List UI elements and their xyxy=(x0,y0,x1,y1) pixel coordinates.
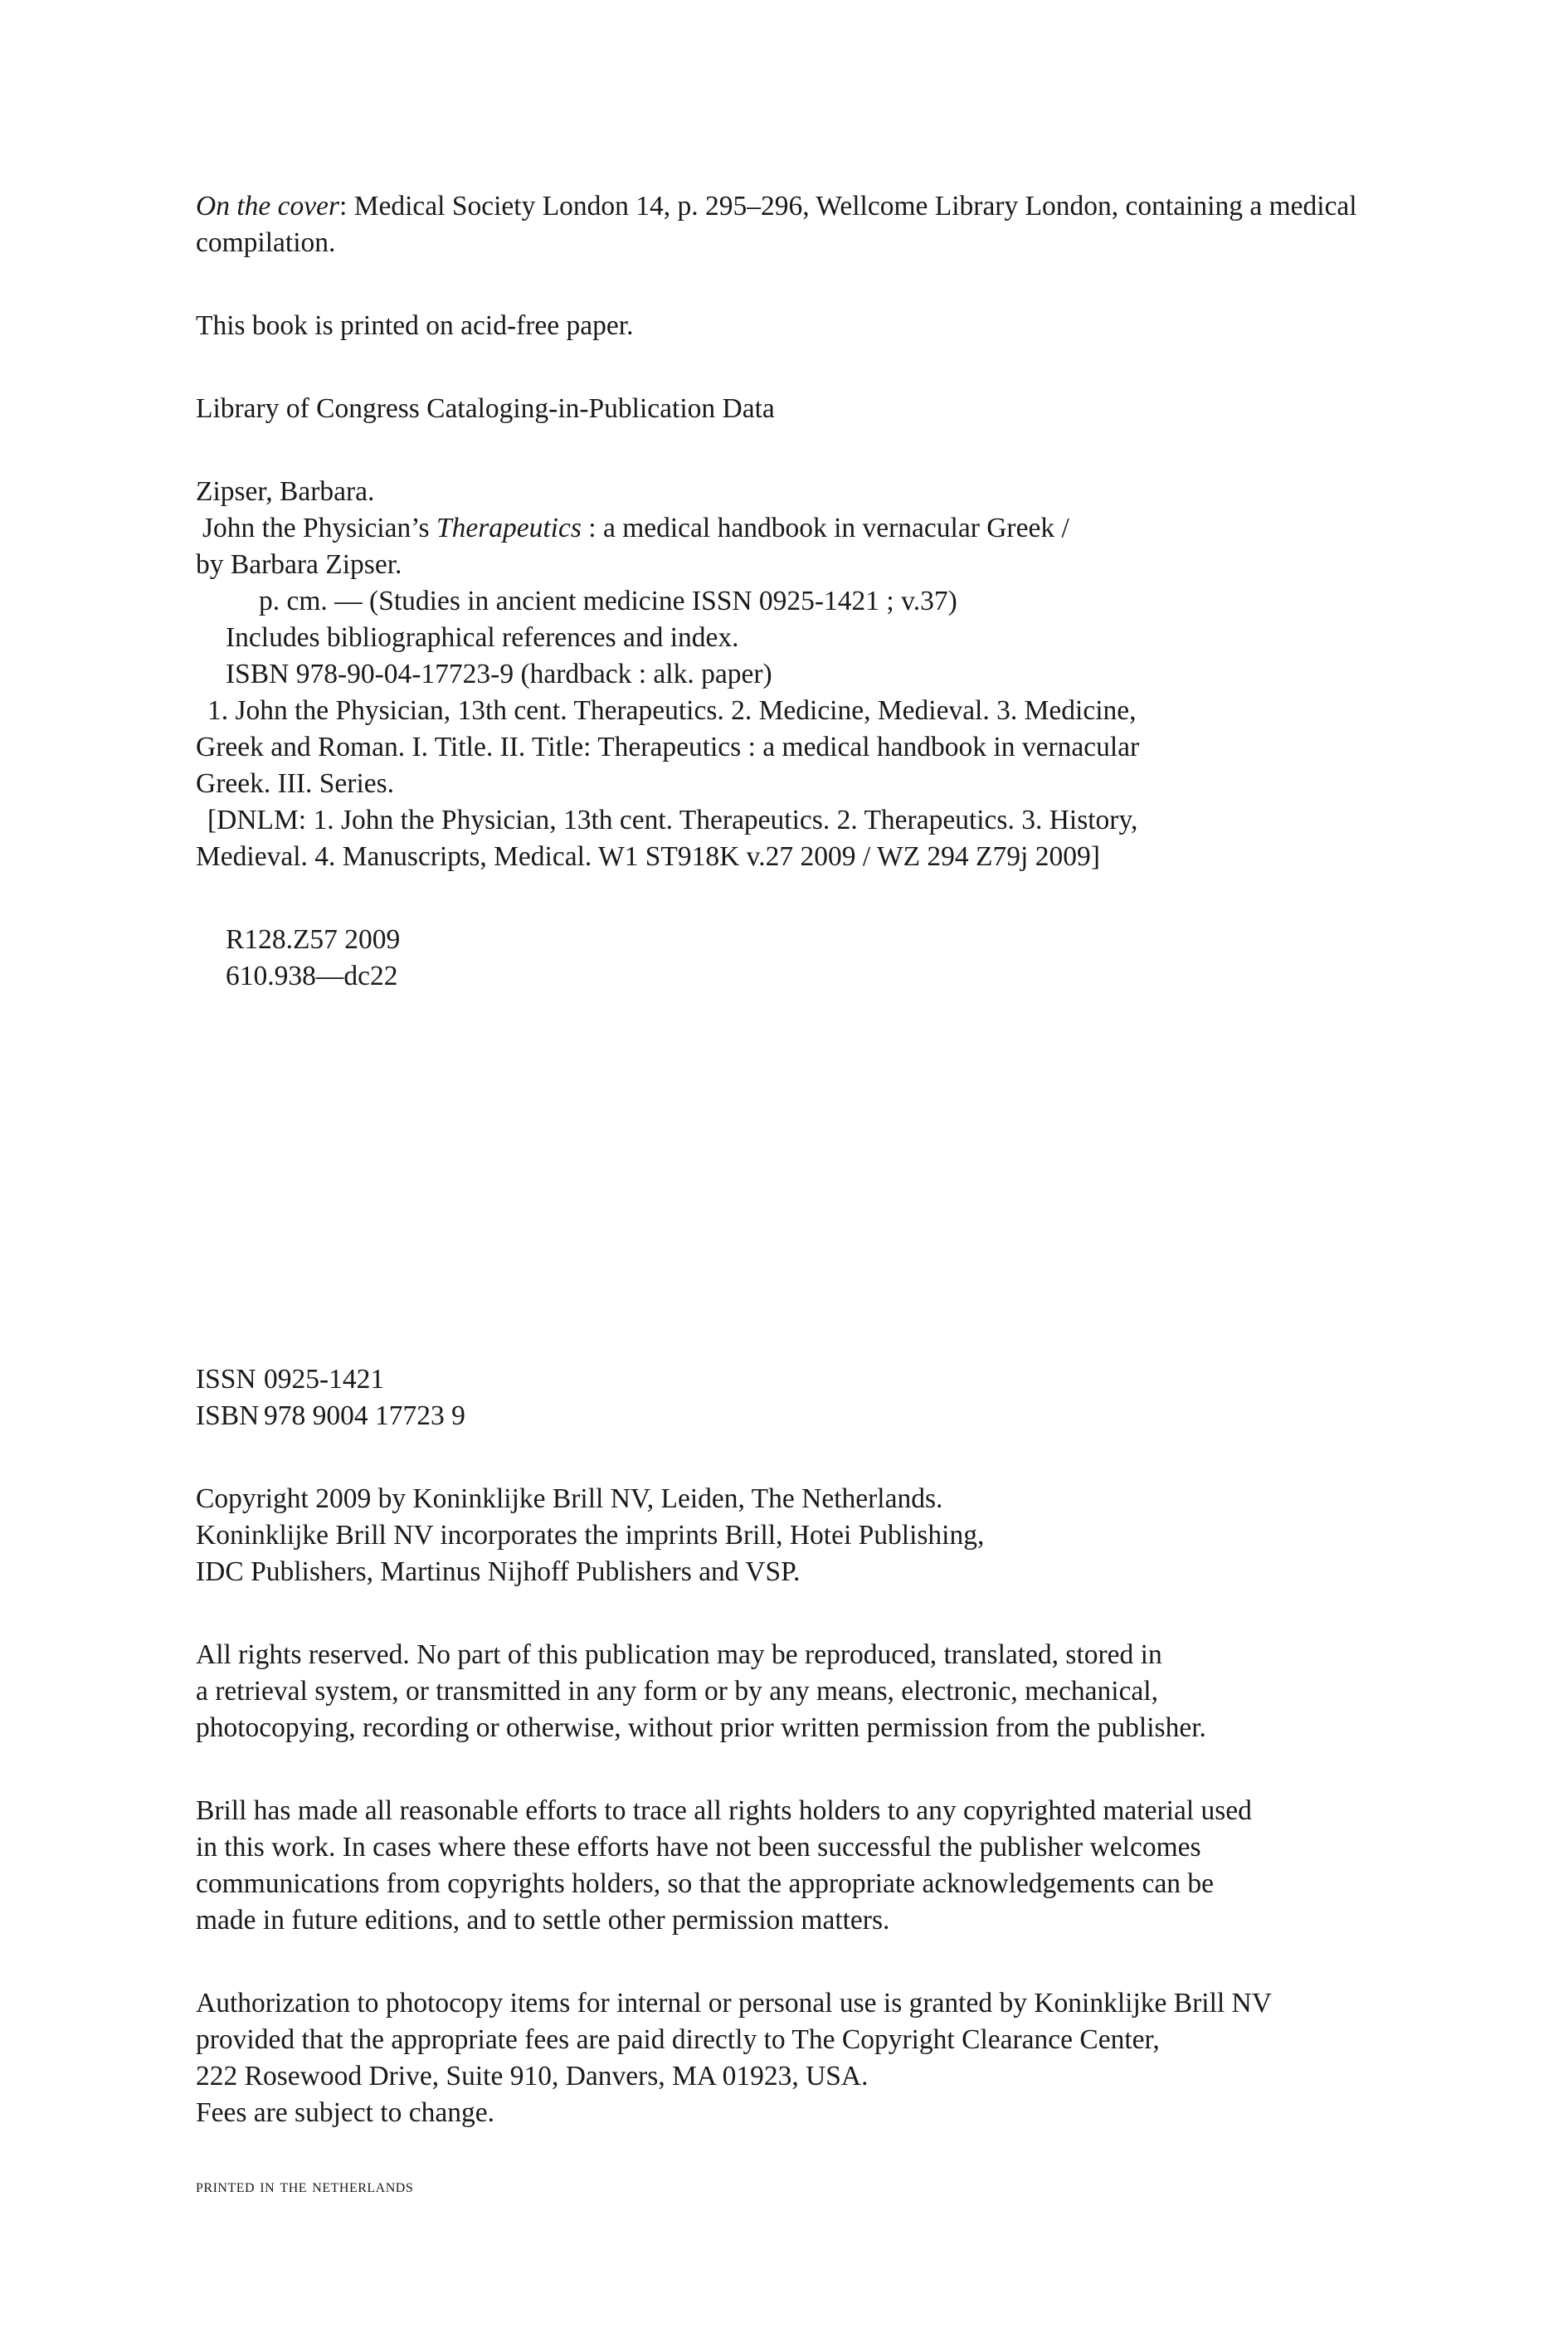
rights-line: photocopying, recording or otherwise, without prior written permission from the publisher. xyxy=(196,1712,1206,1743)
cip-record xyxy=(196,474,1390,875)
authorization-line: Authorization to photocopy items for internal or personal use is granted by Koninklijke Brill NV xyxy=(196,1988,1272,2018)
authorization-line: provided that the appropriate fees are paid directly to The Copyright Clearance Center, xyxy=(196,2024,1160,2055)
efforts-line: communications from copyrights holders, so that the appropriate acknowledgements can be xyxy=(196,1868,1215,1899)
copyright-line: Copyright 2009 by Koninklijke Brill NV, Leiden, The Netherlands. xyxy=(196,1483,943,1514)
rights-reserved-notice xyxy=(196,1637,1390,1746)
copyright-page-top xyxy=(196,188,1390,995)
isbn-label: ISBN xyxy=(196,1400,260,1431)
cip-by-line: by Barbara Zipser. xyxy=(196,549,402,580)
cip-dnlm-line-1: [DNLM: 1. John the Physician, 13th cent. Therapeutics. 2. Therapeutics. 3. History, xyxy=(207,805,1138,835)
cip-title-italic: Therapeutics xyxy=(436,513,582,543)
photocopy-authorization xyxy=(196,1985,1390,2131)
efforts-line: made in future editions, and to settle other permission matters. xyxy=(196,1905,890,1936)
cip-title-prefix: John the Physician’s xyxy=(202,513,436,543)
lc-call-number: R128.Z57 2009 xyxy=(226,924,401,955)
issn-label: ISSN xyxy=(196,1364,256,1395)
identifiers xyxy=(196,1361,1390,1434)
isbn-row xyxy=(196,1398,1390,1434)
cip-subjects-line-1: 1. John the Physician, 13th cent. Therapeutics. 2. Medicine, Medieval. 3. Medicine, xyxy=(207,695,1137,726)
issn-row xyxy=(196,1361,1390,1398)
printed-in-imprint: printed in the netherlands xyxy=(196,2175,414,2196)
efforts-line: Brill has made all reasonable efforts to trace all rights holders to any copyrighted material used xyxy=(196,1795,1252,1826)
cover-note-label: On the cover xyxy=(196,191,340,222)
acid-free-note: This book is printed on acid-free paper. xyxy=(196,310,634,341)
copyright-line: IDC Publishers, Martinus Nijhoff Publishers and VSP. xyxy=(196,1556,801,1587)
copyright-notice xyxy=(196,1481,1390,1590)
rights-line: All rights reserved. No part of this publication may be reproduced, translated, stored in xyxy=(196,1639,1162,1670)
cip-series-line: p. cm. — (Studies in ancient medicine ISSN 0925-1421 ; v.37) xyxy=(259,586,957,616)
dewey-number: 610.938—dc22 xyxy=(226,961,398,991)
cover-note-text: : Medical Society London 14, p. 295–296, Wellcome Library London, containing a medical compilation. xyxy=(196,191,1357,258)
copyright-page-bottom xyxy=(196,1361,1390,2204)
cip-bibliography-line: Includes bibliographical references and index. xyxy=(226,622,739,653)
isbn-value: 978 9004 17723 9 xyxy=(264,1400,465,1431)
rights-holders-notice xyxy=(196,1793,1390,1939)
cip-isbn-line: ISBN 978-90-04-17723-9 (hardback : alk. paper) xyxy=(226,659,772,689)
cip-heading: Library of Congress Cataloging-in-Publication Data xyxy=(196,393,775,424)
cip-dnlm-line-2: Medieval. 4. Manuscripts, Medical. W1 ST918K v.27 2009 / WZ 294 Z79j 2009] xyxy=(196,841,1100,872)
cip-subjects-line-2: Greek and Roman. I. Title. II. Title: Therapeutics : a medical handbook in vernacular xyxy=(196,732,1140,762)
cip-title-suffix: : a medical handbook in vernacular Greek / xyxy=(581,513,1069,543)
cover-note xyxy=(196,188,1390,261)
issn-value: 0925-1421 xyxy=(264,1364,385,1395)
classification-numbers xyxy=(196,922,1390,995)
authorization-line: 222 Rosewood Drive, Suite 910, Danvers, MA 01923, USA. xyxy=(196,2061,869,2091)
cip-subjects-line-3: Greek. III. Series. xyxy=(196,768,395,799)
authorization-line: Fees are subject to change. xyxy=(196,2097,494,2128)
rights-line: a retrieval system, or transmitted in any form or by any means, electronic, mechanical, xyxy=(196,1676,1158,1707)
copyright-line: Koninklijke Brill NV incorporates the imprints Brill, Hotei Publishing, xyxy=(196,1520,985,1551)
cip-author: Zipser, Barbara. xyxy=(196,476,375,507)
efforts-line: in this work. In cases where these efforts have not been successful the publisher welcomes xyxy=(196,1832,1201,1863)
cip-title-line xyxy=(196,510,1390,547)
